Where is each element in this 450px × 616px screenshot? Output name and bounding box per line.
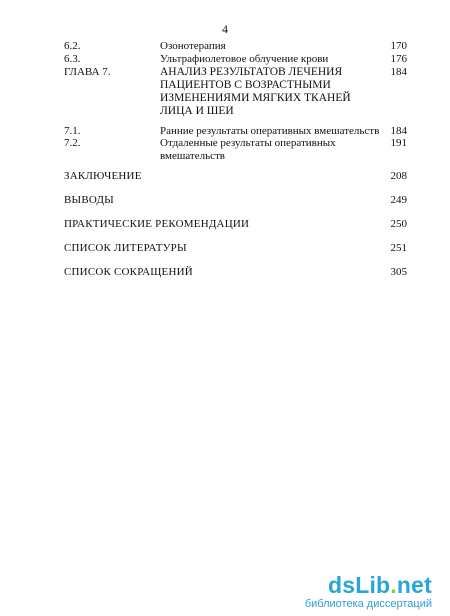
watermark-logo [305,574,432,596]
toc-entry-page: 184 [390,125,407,137]
toc-section-page: 208 [390,170,407,182]
toc-section-title: ПРАКТИЧЕСКИЕ РЕКОМЕНДАЦИИ [64,218,250,230]
toc-entry-title: АНАЛИЗ РЕЗУЛЬТАТОВ ЛЕЧЕНИЯ ПАЦИЕНТОВ С ВОЗРАСТНЫМИ ИЗМЕНЕНИЯМИ МЯГКИХ ТКАНЕЙ ЛИЦА И ШЕИ [160,66,351,117]
watermark [305,574,432,610]
toc-entry-page: 176 [390,53,407,65]
watermark-logo-main: dsLib [327,572,391,598]
toc-section-title: СПИСОК ЛИТЕРАТУРЫ [64,242,187,254]
watermark-logo-tld: net [396,572,432,598]
toc-entry-number: 7.2. [64,137,81,149]
toc-entry-page: 170 [390,40,407,52]
toc-section-title: ВЫВОДЫ [64,194,114,206]
toc-section-title: ЗАКЛЮЧЕНИЕ [64,170,142,182]
toc-entry-number: 7.1. [64,125,81,137]
toc-entry-page: 191 [390,137,407,149]
watermark-subtitle: библиотека диссертаций [304,598,432,610]
toc-section-page: 251 [390,242,407,254]
toc-section-title: СПИСОК СОКРАЩЕНИЙ [64,266,193,278]
toc-entry-title: Отдаленные результаты оперативных вмешательств [160,137,336,162]
toc-entry-title: Ультрафиолетовое облучение крови [160,53,329,65]
toc-entry-number: 6.3. [64,53,81,65]
toc-section-page: 249 [390,194,407,206]
toc-entry-title: Ранние результаты оперативных вмешательств [160,125,380,137]
toc-section-page: 305 [390,266,407,278]
toc-entry-title: Озонотерапия [160,40,226,52]
watermark-logo-dot: . [390,572,397,598]
toc-entry-number: 6.2. [64,40,81,52]
toc-section-page: 250 [390,218,407,230]
page-number: 4 [222,22,228,36]
toc-entry-page: 184 [390,66,407,78]
toc-entry-number: ГЛАВА 7. [64,66,111,78]
